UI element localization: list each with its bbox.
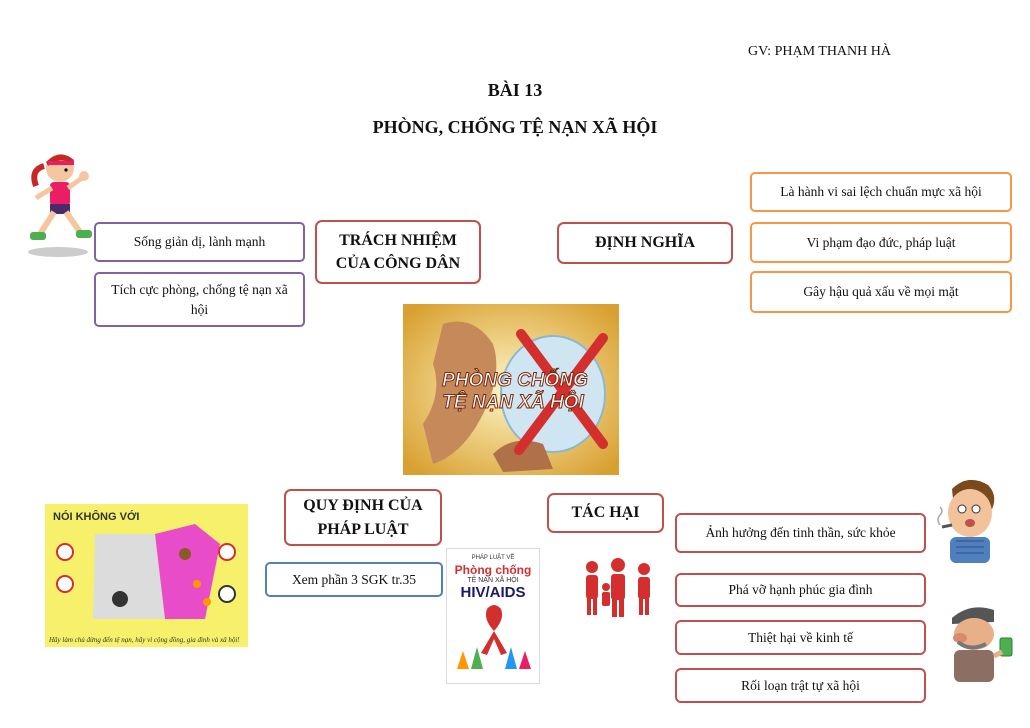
banner-line-2: TỆ NẠN XÃ HỘI	[442, 392, 584, 413]
law-book-cover	[446, 548, 540, 684]
poster-graphic	[45, 524, 248, 628]
definition-item	[750, 271, 1012, 313]
runner-illustration	[22, 148, 102, 260]
harm-item-text: Ảnh hưởng đến tinh thần, sức khỏe	[705, 525, 896, 541]
harm-heading	[547, 493, 664, 533]
definition-heading	[557, 222, 733, 264]
responsibility-item	[94, 272, 305, 327]
harm-item	[675, 513, 926, 553]
harm-item	[675, 668, 926, 703]
law-item-text: Xem phần 3 SGK tr.35	[291, 571, 417, 587]
definition-item-text: Gây hậu quả xấu về mọi mặt	[803, 284, 959, 300]
definition-item	[750, 172, 1012, 212]
law-heading	[284, 489, 442, 546]
harm-heading-text: TÁC HẠI	[571, 504, 640, 522]
responsibility-item	[94, 222, 305, 262]
harm-item-text: Thiệt hại về kinh tế	[748, 629, 853, 645]
aids-ribbon-icon	[447, 601, 540, 671]
poster-heading: NÓI KHÔNG VỚI	[53, 511, 140, 523]
law-heading-text: QUY ĐỊNH CỦA PHÁP LUẬT	[303, 497, 423, 538]
responsibility-item-text: Tích cực phòng, chống tệ nạn xã hội	[111, 281, 288, 317]
book-line-1: Phòng chống	[454, 563, 532, 577]
definition-item-text: Là hành vi sai lệch chuẩn mực xã hội	[780, 184, 982, 200]
smoking-man-illustration	[932, 475, 1006, 565]
definition-item-text: Vi phạm đạo đức, pháp luật	[806, 234, 956, 250]
family-icon	[578, 557, 660, 619]
banner-line-1: PHÒNG CHỐNG	[442, 370, 588, 391]
drinking-man-illustration	[940, 600, 1022, 686]
definition-item	[750, 222, 1012, 263]
lesson-number: BÀI 13	[487, 80, 543, 100]
responsibility-heading	[315, 220, 481, 284]
harm-item	[675, 573, 926, 607]
harm-item-text: Rối loạn trật tự xã hội	[741, 677, 860, 693]
law-item	[265, 562, 443, 597]
say-no-poster	[45, 504, 248, 647]
harm-item	[675, 620, 926, 655]
poster-footer: Hãy làm chủ đừng đến tệ nạn, hãy vì cộng đồng, gia đình và xã hội!	[49, 636, 240, 644]
responsibility-heading-text: TRÁCH NHIỆM CỦA CÔNG DÂN	[335, 231, 461, 272]
harm-item-text: Phá vỡ hạnh phúc gia đình	[728, 582, 873, 598]
book-line-3: HIV/AIDS	[460, 584, 526, 601]
responsibility-item-text: Sống giản dị, lành mạnh	[133, 234, 266, 250]
center-banner-image	[403, 304, 619, 475]
definition-heading-text: ĐỊNH NGHĨA	[594, 234, 695, 252]
book-line-2: TỆ NẠN XÃ HỘI	[467, 577, 519, 584]
teacher-name: GV: PHẠM THANH HÀ	[748, 44, 891, 59]
page-title: PHÒNG, CHỐNG TỆ NẠN XÃ HỘI	[372, 117, 658, 137]
book-top: PHÁP LUẬT VỀ	[471, 555, 515, 561]
